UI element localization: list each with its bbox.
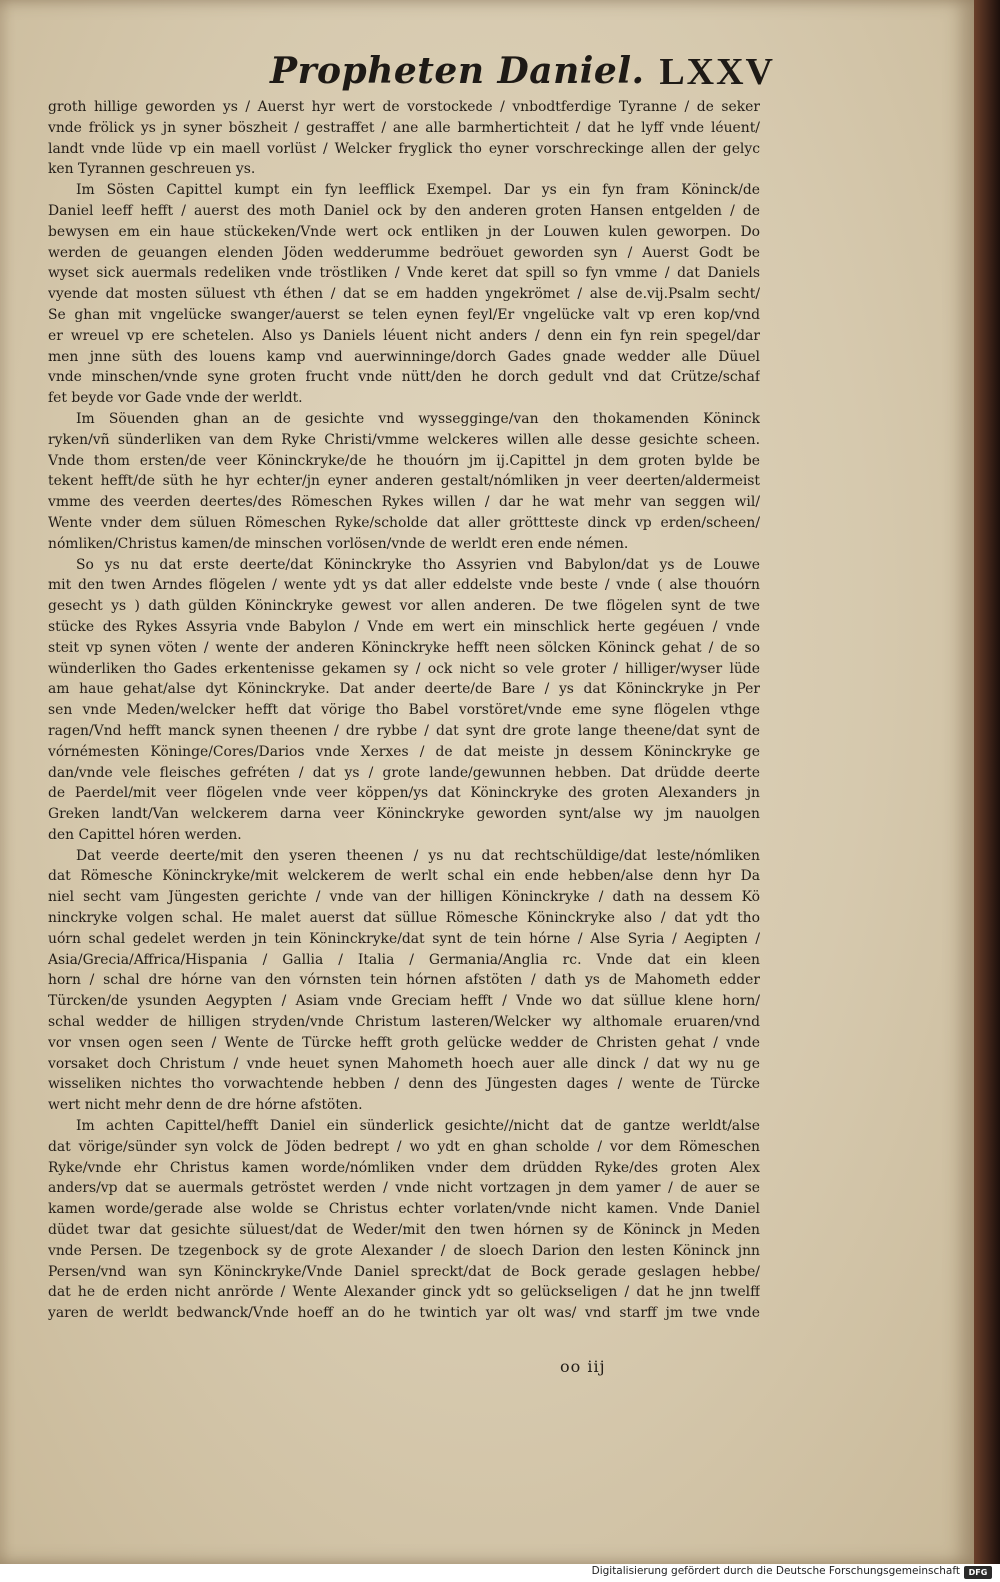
text-line: dat vörige/sünder syn volck de Jöden bedrept / wo ydt en ghan scholde / vor dem Römeschen (48, 1138, 760, 1155)
folio-number: LXXV (659, 51, 775, 93)
text-line: Dat veerde deerte/mit den yseren theenen / ys nu dat rechtschüldige/dat leste/nómliken (76, 847, 760, 864)
book-binding-edge (974, 0, 1000, 1582)
text-line: Greken landt/Van welckerem darna veer Köninckryke geworden synt/alse wy jm nauolgen (48, 806, 760, 823)
text-line: So ys nu dat erste deerte/dat Köninckryke tho Assyrien vnd Babylon/dat ys de Louwe (76, 556, 760, 573)
funding-credit: Digitalisierung gefördert durch die Deutsche Forschungsgemeinschaft (591, 1565, 960, 1577)
text-line: ninckryke volgen schal. He malet auerst dat süllue Römesche Köninckryke also / dat ydt tho (48, 910, 760, 927)
text-line: wyset sick auermals redeliken vnde tröstliken / Vnde keret dat spill so fyn vmme / dat Daniels (48, 265, 760, 282)
text-line: gesecht ys ) dath gülden Köninckryke gewest vor allen anderen. De twe flögelen synt de twe (48, 598, 760, 615)
text-line: Im achten Capittel/hefft Daniel ein sünderlick gesichte//nicht dat de gantze werldt/alse (76, 1118, 760, 1135)
text-line: schal wedder de hilligen stryden/vnde Christum lasteren/Welcker wy althomale eruaren/vnd (48, 1014, 760, 1031)
text-line: den Capittel hóren werden. (48, 826, 242, 843)
text-line: am haue gehat/alse dyt Köninckryke. Dat ander deerte/de Bare / ys dat Köninckryke jn Per (48, 681, 760, 698)
text-line: bewysen em ein haue stückeken/Vnde wert ock entliken jn der Louwen kulen geworpen. Do (48, 223, 760, 240)
text-line: de Paerdel/mit veer flögelen vnde veer köppen/ys dat Köninckryke des groten Alexanders jn (48, 785, 760, 802)
text-line: dat Römesche Köninckryke/mit welckerem de werlt schal ein ende hebben/alse denn hyr Da (48, 868, 760, 885)
text-line: wisseliken nichtes tho vorwachtende hebben / denn des Jüngesten dages / wente de Türcke (48, 1076, 760, 1093)
text-line: ryken/vñ sünderliken van dem Ryke Christi/vmme welckeres willen alle desse gesichte scheen. (48, 431, 760, 448)
text-line: yaren de werldt bedwanck/Vnde hoeff an do he twintich yar olt was/ vnd starff jm twe vnde (48, 1305, 760, 1322)
text-line: vor vnsen ogen seen / Wente de Türcke hefft groth gelücke wedder de Christen gehat / vnde (48, 1034, 760, 1051)
digitization-footer (0, 1564, 1000, 1582)
text-line: mit den twen Arndes flögelen / wente ydt ys dat aller eddelste vnde beste / vnde ( alse thouórn (48, 577, 760, 594)
text-line: Asia/Grecia/Affrica/Hispania / Gallia / Italia / Germania/Anglia rc. Vnde dat ein kleen (48, 951, 760, 968)
text-line: nómliken/Christus kamen/de minschen vorlösen/vnde de werldt eren ende némen. (48, 535, 629, 552)
text-line: düdet twar dat gesichte süluest/dat de Weder/mit den twen hórnen sy de Köninck jn Meden (48, 1222, 760, 1239)
text-line: Ryke/vnde ehr Christus kamen worde/nómliken vnder dem drüdden Ryke/des groten Alex (48, 1159, 760, 1176)
text-line: werden de geuangen elenden Jöden wedderumme bedröuet geworden syn / Auerst Godt be (48, 244, 760, 261)
text-line: sen vnde Meden/welcker hefft dat vörige tho Babel vorstöret/vnde eme syne flögelen vthge (48, 702, 760, 719)
text-line: men jnne süth des louens kamp vnd auerwinninge/dorch Gades gnade wedder alle Düuel (48, 348, 760, 365)
text-line: kamen worde/gerade alse wolde se Christus echter vorlaten/vnde nicht kamen. Vnde Daniel (48, 1201, 760, 1218)
text-line: tekent hefft/de süth he hyr echter/jn eyner anderen gestalt/nómliken jn veer deerten/aldermeist (48, 473, 760, 490)
text-line: vmme des veerden deertes/des Römeschen Rykes willen / dar he wat mehr van seggen wil/ (48, 494, 760, 511)
text-line: vnde Persen. De tzegenbock sy de grote Alexander / de sloech Darion den lesten Köninck jnn (48, 1242, 760, 1259)
text-line: vyende dat mosten süluest vth éthen / dat se em hadden yngekrömet / alse de.vij.Psalm secht/ (48, 286, 760, 303)
running-title: Propheten Daniel. (270, 50, 645, 92)
text-line: anders/vp dat se auermals getröstet werden / vnde nicht vortzagen jn dem yamer / de auer se (48, 1180, 760, 1197)
running-header (270, 50, 775, 100)
text-line: stücke des Rykes Assyria vnde Babylon / Vnde em wert ein minschlick herte gegéuen / vnde (48, 618, 760, 635)
text-line: Daniel leeff hefft / auerst des moth Daniel ock by den anderen groten Hansen entgelden / de (48, 202, 760, 219)
text-line: Im Söuenden ghan an de gesichte vnd wyssegginge/van den thokamenden Köninck (76, 410, 760, 427)
text-line: dan/vnde vele fleisches gefréten / dat ys / grote lande/gewunnen hebben. Dat drüdde deerte (48, 764, 760, 781)
text-line: steit vp synen vöten / wente der anderen Köninckryke hefft neen sölcken Köninck gehat / de so (48, 639, 760, 656)
text-line: Vnde thom ersten/de veer Köninckryke/de he thouórn jm ij.Capittel jn dem groten bylde be (48, 452, 760, 469)
text-line: Persen/vnd wan syn Köninckryke/Vnde Daniel spreckt/dat de Bock gerade geslagen hebbe/ (48, 1263, 760, 1280)
text-line: landt vnde lüde vp ein maell vorlüst / Welcker fryglick tho eyner vorschreckinge allen der gelyc (48, 140, 760, 157)
text-line: vnde frölick ys jn syner böszheit / gestraffet / ane alle barmhertichteit / dat he lyff vnde léuent/ (48, 119, 760, 136)
text-line: ken Tyrannen geschreuen ys. (48, 161, 256, 178)
text-line: Wente vnder dem süluen Römeschen Ryke/scholde dat aller gröttteste dinck vp erden/scheen/ (48, 514, 760, 531)
text-line: uórn schal gedelet werden jn tein Köninckryke/dat synt de tein hórne / Alse Syria / Aegipten / (48, 930, 760, 947)
body-text (48, 97, 760, 1324)
text-line: Türcken/de ysunden Aegypten / Asiam vnde Greciam hefft / Vnde wo dat süllue klene horn/ (48, 993, 760, 1010)
text-line: dat he de erden nicht anrörde / Wente Alexander ginck ydt so gelückseligen / dat he jnn twelff (48, 1284, 760, 1301)
text-line: vórnémesten Köninge/Cores/Darios vnde Xerxes / de dat meiste jn dessem Köninckryke ge (48, 743, 760, 760)
text-line: vnde minschen/vnde syne groten frucht vnde nütt/den he dorch gedult vnd dat Crütze/schaf (48, 369, 760, 386)
dfg-logo-icon: DFG (964, 1566, 992, 1579)
text-line: niel secht vam Jüngesten gerichte / vnde van der hilligen Köninckryke / dath na dessem Kö (48, 889, 760, 906)
text-line: Im Sösten Capittel kumpt ein fyn leefflick Exempel. Dar ys ein fyn fram Köninck/de (76, 182, 760, 199)
text-line: wert nicht mehr denn de dre hórne afstöten. (48, 1097, 363, 1114)
text-line: ragen/Vnd hefft manck synen theenen / dre rybbe / dat synt dre grote lange theene/dat synt de (48, 722, 760, 739)
text-line: er wreuel vp ere schetelen. Also ys Daniels léuent nicht anders / denn ein fyn rein spegel/dar (48, 327, 760, 344)
text-line: Se ghan mit vngelücke swanger/auerst se telen eynen feyl/Er vngelücke valt vp eren kop/vnd (48, 306, 760, 323)
text-line: horn / schal dre hórne van den vórnsten tein hórnen afstöten / dath ys de Mahometh edder (48, 972, 760, 989)
text-line: vorsaket doch Christum / vnde heuet synen Mahometh hoech auer alle dinck / dat wy nu ge (48, 1055, 760, 1072)
text-line: wünderliken tho Gades erkentenisse gekamen sy / ock nicht so vele groter / hilliger/wyser lüde (48, 660, 760, 677)
text-line: groth hillige geworden ys / Auerst hyr wert de vorstockede / vnbodtferdige Tyranne / de seker (48, 99, 760, 115)
text-line: fet beyde vor Gade vnde der werldt. (48, 390, 303, 407)
signature-mark: oo iij (560, 1357, 606, 1376)
